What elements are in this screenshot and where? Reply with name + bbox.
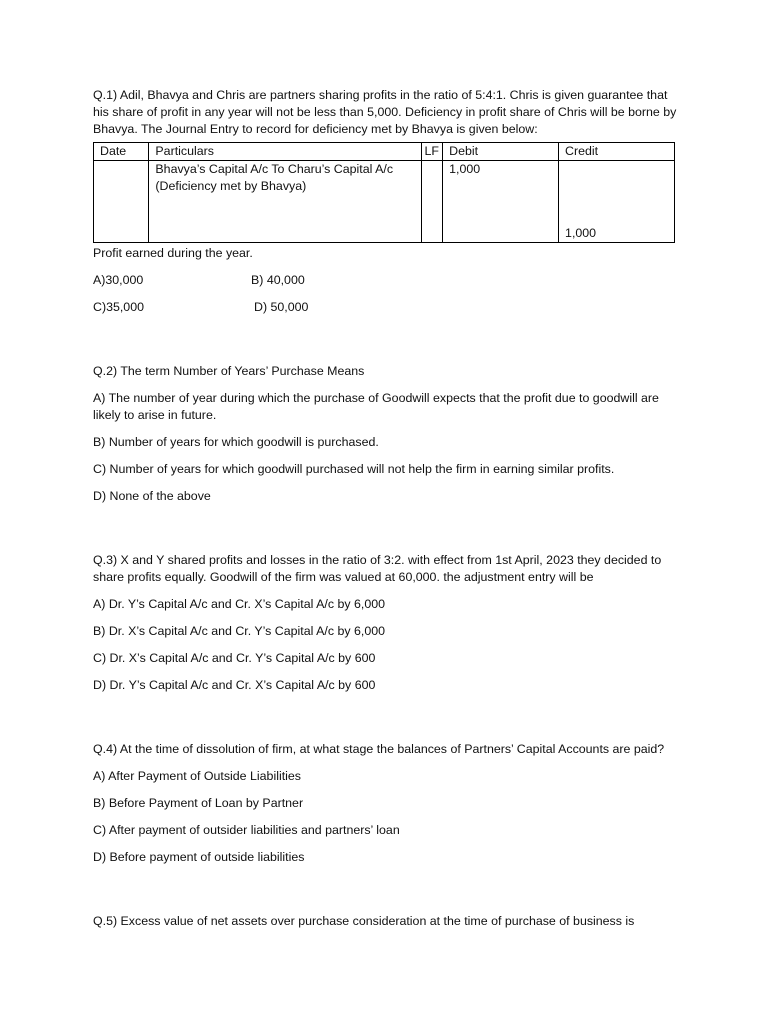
option-c: C)35,000 bbox=[93, 300, 144, 314]
option-a: A) The number of year during which the purchase of Goodwill expects that the profit due to goodwill are likely to arise in future. bbox=[93, 391, 659, 422]
particulars-line-1: Bhavya’s Capital A/c To Charu’s Capital A/c bbox=[155, 162, 394, 176]
cell-debit: 1,000 bbox=[443, 161, 559, 243]
question-4 bbox=[93, 741, 683, 866]
option-d: D) 50,000 bbox=[254, 300, 309, 314]
question-3-text: Q.3) X and Y shared profits and losses in the ratio of 3:2. with effect from 1st April, 2023 they decided to share profits equally. Goodwill of the firm was valued at 60,000. the adjustment entry will be bbox=[93, 553, 662, 584]
spacer bbox=[93, 326, 683, 363]
option-b: B) 40,000 bbox=[251, 273, 305, 287]
option-a: A)30,000 bbox=[93, 273, 144, 287]
question-1-after-table-text: Profit earned during the year. bbox=[93, 246, 253, 260]
option-b: B) Number of years for which goodwill is purchased. bbox=[93, 435, 379, 449]
question-4-text: Q.4) At the time of dissolution of firm, at what stage the balances of Partners’ Capital Accounts are paid? bbox=[93, 742, 665, 756]
cell-particulars bbox=[149, 161, 421, 243]
question-2-text: Q.2) The term Number of Years’ Purchase Means bbox=[93, 364, 365, 378]
particulars-line-2: (Deficiency met by Bhavya) bbox=[155, 179, 307, 193]
cell-lf bbox=[421, 161, 443, 243]
cell-date bbox=[94, 161, 149, 243]
spacer bbox=[93, 515, 683, 552]
journal-entry-table bbox=[93, 142, 675, 243]
option-d: D) None of the above bbox=[93, 489, 211, 503]
option-d: D) Dr. Y’s Capital A/c and Cr. X’s Capital A/c by 600 bbox=[93, 678, 376, 692]
journal-header-row bbox=[94, 143, 675, 161]
header-credit: Credit bbox=[559, 143, 675, 161]
question-1 bbox=[93, 87, 683, 316]
header-lf: LF bbox=[421, 143, 443, 161]
option-c: C) Dr. X’s Capital A/c and Cr. Y’s Capital A/c by 600 bbox=[93, 651, 376, 665]
question-content bbox=[93, 87, 683, 940]
header-date: Date bbox=[94, 143, 149, 161]
option-a: A) After Payment of Outside Liabilities bbox=[93, 769, 301, 783]
cell-credit: 1,000 bbox=[559, 161, 675, 243]
option-b: B) Dr. X’s Capital A/c and Cr. Y’s Capital A/c by 6,000 bbox=[93, 624, 386, 638]
option-b: B) Before Payment of Loan by Partner bbox=[93, 796, 304, 810]
option-row bbox=[93, 272, 683, 289]
header-debit: Debit bbox=[443, 143, 559, 161]
option-d: D) Before payment of outside liabilities bbox=[93, 850, 305, 864]
spacer bbox=[93, 704, 683, 741]
option-c: C) After payment of outsider liabilities and partners’ loan bbox=[93, 823, 400, 837]
option-a: A) Dr. Y’s Capital A/c and Cr. X’s Capital A/c by 6,000 bbox=[93, 597, 386, 611]
question-3 bbox=[93, 552, 683, 694]
header-particulars: Particulars bbox=[149, 143, 421, 161]
question-5-text: Q.5) Excess value of net assets over purchase consideration at the time of purchase of business is bbox=[93, 914, 635, 928]
table-row bbox=[94, 161, 675, 243]
spacer bbox=[93, 876, 683, 913]
question-5 bbox=[93, 913, 683, 930]
question-1-text: Q.1) Adil, Bhavya and Chris are partners sharing profits in the ratio of 5:4:1. Chris is given guarantee that his share of profit in any year will not be less than 5,000. Deficiency in profit share of Chris will be borne by Bhavya. The Journal Entry to record for deficiency met by Bhavya is given below: bbox=[93, 88, 677, 136]
option-row bbox=[93, 299, 683, 316]
option-c: C) Number of years for which goodwill purchased will not help the firm in earning similar profits. bbox=[93, 462, 615, 476]
question-2 bbox=[93, 363, 683, 505]
